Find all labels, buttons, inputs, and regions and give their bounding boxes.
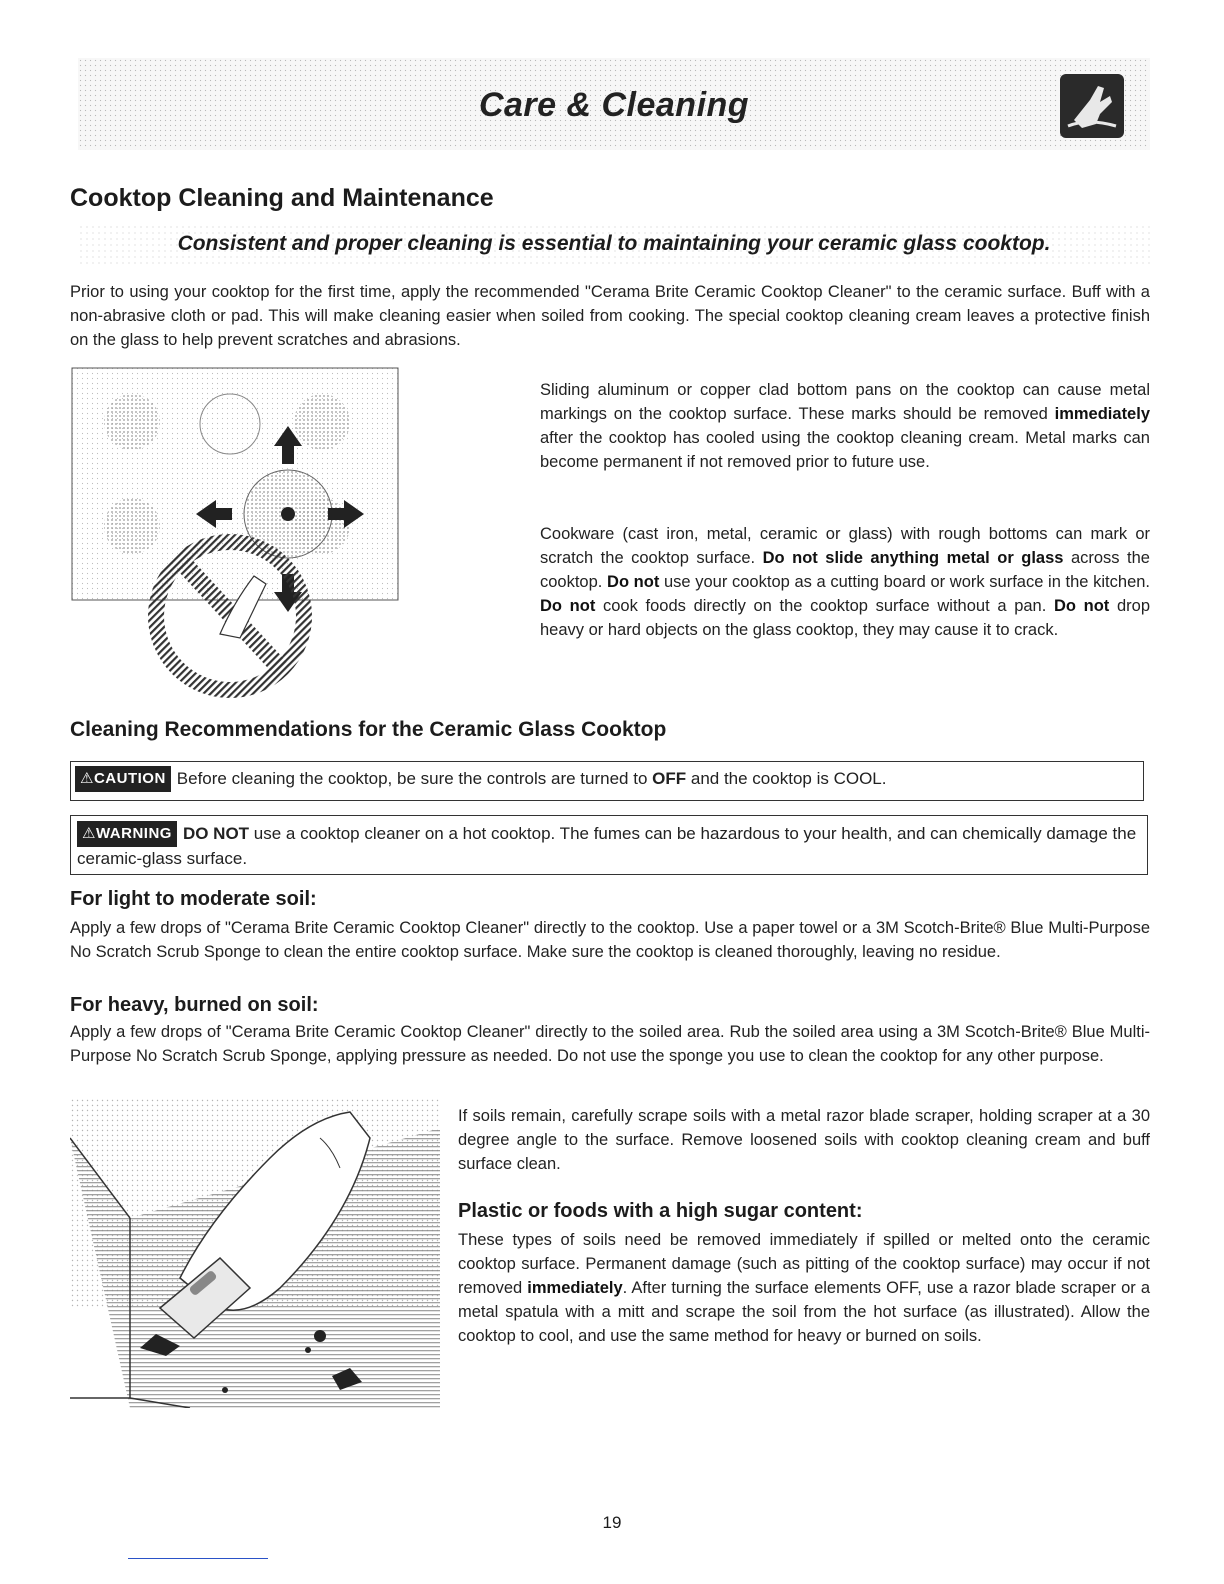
cookware-bold-4: Do not: [1053, 597, 1110, 615]
warning-tag-label: WARNING: [95, 825, 172, 842]
cookware-text-1: Cookware (cast iron, metal, ceramic or glass) with rough bottoms can mark or scratch the cooktop surface.: [540, 525, 1150, 567]
sugar-text-1: These types of soils need be removed immediately if spilled or melted onto the ceramic cooktop surface. Permanent damage (such as pitting of the cooktop surface) may occur if not removed: [458, 1231, 1150, 1297]
cookware-text-3: use your cooktop as a cutting board or work surface in the kitchen.: [659, 573, 1151, 591]
header-title: Care & Cleaning: [478, 86, 750, 124]
caution-box: [70, 761, 1144, 801]
sugar-heading: Plastic or foods with a high sugar content:: [458, 1200, 863, 1222]
light-soil-paragraph: Apply a few drops of "Cerama Brite Ceramic Cooktop Cleaner" directly to the cooktop. Use a paper towel or a 3M Scotch-Brite® Blue Multi-Purpose No Scratch Scrub Sponge to clean the entire cooktop surface. Make sure the cooktop is cleaned thoroughly, leaving no residue.: [70, 919, 1150, 961]
caution-tag: ⚠CAUTION: [75, 766, 171, 792]
cookware-text-2: across the cooktop.: [540, 549, 1150, 591]
sliding-text-2: after the cooktop has cooled using the cooktop cleaning cream. Metal marks can become permanent if not removed prior to future use.: [540, 429, 1150, 471]
sugar-text-2: . After turning the surface elements OFF, use a razor blade scraper or a metal spatula with a mitt and scrape the soil from the hot surface (as illustrated). Allow the cooktop to cool, and use the same method for heavy or burned on soils.: [458, 1279, 1151, 1345]
scraper-illustration: [70, 1098, 440, 1408]
sliding-pans-paragraph: [540, 378, 1150, 474]
cookware-bold-3: Do not: [540, 597, 596, 615]
sugar-paragraph: [458, 1228, 1150, 1348]
cookware-text-4: cook foods directly on the cooktop surface without a pan.: [595, 597, 1054, 615]
section-heading-recommendations: Cleaning Recommendations for the Ceramic Glass Cooktop: [70, 718, 667, 741]
tagline-band: [78, 224, 1150, 268]
cookware-bold-1: Do not slide anything metal or glass: [762, 549, 1064, 567]
heavy-soil-heading: For heavy, burned on soil:: [70, 994, 319, 1016]
no-sliding-pans-illustration: [70, 366, 404, 706]
heavy-soil-paragraph: Apply a few drops of "Cerama Brite Ceramic Cooktop Cleaner" directly to the soiled area. Rub the soiled area using a 3M Scotch-Brite® Blue Multi-Purpose No Scratch Scrub Sponge, applying pressure as needed. Do not use the sponge you use to clean the cooktop for any other purpose.: [70, 1023, 1150, 1065]
tagline: Consistent and proper cleaning is essential to maintaining your ceramic glass cooktop.: [177, 232, 1051, 255]
cookware-bold-2: Do not: [607, 573, 660, 591]
cookware-text-5: drop heavy or hard objects on the glass cooktop, they may cause it to crack.: [540, 597, 1151, 639]
footer-divider: [128, 1558, 268, 1559]
sliding-bold-immediately: immediately: [1054, 405, 1150, 423]
sliding-text-1: Sliding aluminum or copper clad bottom pans on the cooktop can cause metal markings on the cooktop surface. These marks should be removed: [540, 381, 1150, 423]
warning-tag: ⚠WARNING: [77, 821, 177, 847]
caution-bold-off: OFF: [652, 769, 687, 788]
page-number: 19: [602, 1513, 622, 1532]
scrape-paragraph: If soils remain, carefully scrape soils with a metal razor blade scraper, holding scraper at a 30 degree angle to the surface. Remove loosened soils with cooktop cleaning cream and buff surface clean.: [458, 1107, 1150, 1173]
intro-paragraph: Prior to using your cooktop for the first time, apply the recommended "Cerama Brite Ceramic Cooktop Cleaner" to the ceramic surface. Buff with a non-abrasive cloth or pad. This will make cleaning easier when soiled from cooking. The special cooktop cleaning cream leaves a protective finish on the glass to help prevent scratches and abrasions.: [70, 283, 1150, 349]
cookware-paragraph: [540, 522, 1150, 642]
warning-bold-do-not: DO NOT: [182, 824, 250, 843]
warning-text: use a cooktop cleaner on a hot cooktop. The fumes can be hazardous to your health, and can chemically damage the ceramic-glass surface.: [77, 824, 1137, 868]
caution-tag-label: CAUTION: [93, 770, 166, 787]
sugar-bold-immediately: immediately: [527, 1279, 623, 1297]
caution-text-2: and the cooktop is COOL.: [686, 769, 887, 788]
light-soil-heading: For light to moderate soil:: [70, 888, 317, 910]
caution-text-1: Before cleaning the cooktop, be sure the controls are turned to: [176, 769, 653, 788]
cleaning-hand-icon: [1060, 74, 1124, 138]
header-banner: [78, 58, 1150, 150]
warning-box: [70, 815, 1148, 875]
section-heading-cooktop-cleaning: Cooktop Cleaning and Maintenance: [70, 184, 494, 212]
